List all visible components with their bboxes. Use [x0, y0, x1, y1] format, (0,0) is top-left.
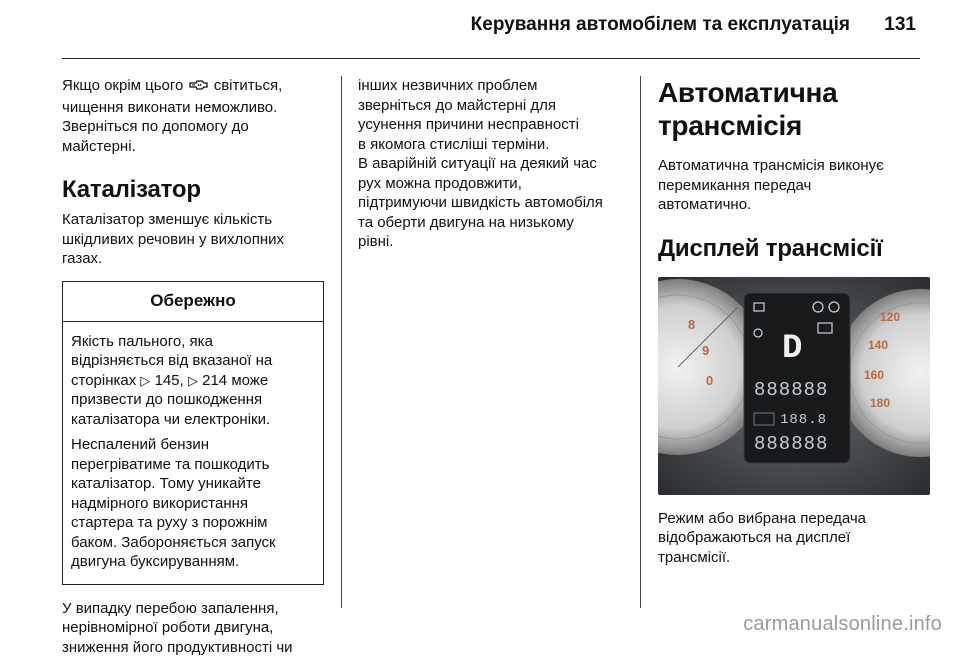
trans-line-1: Автоматична трансмісія виконує	[658, 156, 930, 176]
svg-text:140: 140	[868, 338, 888, 352]
display-digits-row-2: 188.8	[780, 412, 827, 428]
page-number: 131	[884, 14, 916, 36]
header-title: Керування автомобілем та експлуатація	[471, 14, 850, 36]
page-ref-arrow-icon: ▷	[140, 373, 150, 388]
intro-line-1: Якщо окрім цього світиться,	[62, 76, 324, 98]
column-2	[358, 76, 628, 252]
page-ref-145[interactable]: 145,	[155, 372, 184, 389]
caution-box	[62, 281, 324, 585]
svg-text:120: 120	[880, 310, 900, 324]
instrument-cluster-photo	[658, 277, 930, 495]
gear-indicator: D	[782, 330, 802, 368]
display-digits-row-3: 888888	[754, 433, 828, 455]
catalyst-line-1: Каталізатор зменшує кількість	[62, 210, 324, 230]
after-line-2: нерівномірної роботи двигуна,	[62, 618, 324, 638]
svg-text:160: 160	[864, 368, 884, 382]
col2-line-1: інших незвичних проблем	[358, 76, 628, 96]
caution-title: Обережно	[63, 282, 323, 322]
after-line-1: У випадку перебою запалення,	[62, 599, 324, 619]
caption-line-1: Режим або вибрана передача	[658, 509, 930, 529]
column-divider-2	[640, 76, 641, 608]
svg-text:180: 180	[870, 396, 890, 410]
col2-line-5: В аварійній ситуації на деякий час	[358, 154, 628, 174]
col2-line-8: та оберти двигуна на низькому	[358, 213, 628, 233]
col2-line-2: зверніться до майстерні для	[358, 96, 628, 116]
svg-text:8: 8	[688, 317, 695, 332]
display-digits-row-1: 888888	[754, 379, 828, 401]
after-line-3: зниження його продуктивності чи	[62, 638, 324, 657]
col2-line-7: підтримуючи швидкість автомобіля	[358, 193, 628, 213]
col2-line-4: в якомога стисліші терміни.	[358, 135, 628, 155]
column-1	[62, 76, 324, 657]
col2-line-3: усунення причини несправності	[358, 115, 628, 135]
caution-paragraph-1: Якість пального, яка відрізняється від вказаної на сторінках ▷ 145, ▷ 214 може призвести до пошкодження каталізатора чи електроніки.	[71, 332, 315, 430]
header-rule	[62, 58, 920, 59]
caution-body	[63, 322, 323, 584]
caution-paragraph-2: Неспалений бензин перегріватиме та пошкодить каталізатор. Тому уникайте надмірного використання стартера та руху з порожнім баком. Забороняється запуск двигуна буксируванням.	[71, 435, 315, 572]
svg-text:9: 9	[702, 343, 709, 358]
trans-line-2: перемикання передач	[658, 176, 930, 196]
section-title-line-2: трансмісія	[658, 109, 930, 142]
page-ref-214[interactable]: 214 може	[202, 372, 268, 389]
watermark: carmanualsonline.info	[743, 613, 942, 636]
catalyst-line-3: газах.	[62, 249, 324, 269]
display-heading: Дисплей трансмісії	[658, 235, 930, 263]
section-title-line-1: Автоматична	[658, 76, 930, 109]
intro-line-4: майстерні.	[62, 137, 324, 157]
caption-line-3: трансмісії.	[658, 548, 930, 568]
catalyst-warning-icon	[188, 78, 210, 98]
catalyst-line-2: шкідливих речовин у вихлопних	[62, 230, 324, 250]
trans-line-3: автоматично.	[658, 195, 930, 215]
page-ref-arrow-icon: ▷	[188, 373, 198, 388]
column-3	[658, 76, 930, 567]
intro-line-2: чищення виконати неможливо.	[62, 98, 324, 118]
intro-line-3: Зверніться по допомогу до	[62, 117, 324, 137]
catalyst-heading: Каталізатор	[62, 176, 324, 204]
caption-line-2: відображаються на дисплеї	[658, 528, 930, 548]
svg-text:0: 0	[706, 373, 713, 388]
col2-line-9: рівні.	[358, 232, 628, 252]
column-divider-1	[341, 76, 342, 608]
col2-line-6: рух можна продовжити,	[358, 174, 628, 194]
